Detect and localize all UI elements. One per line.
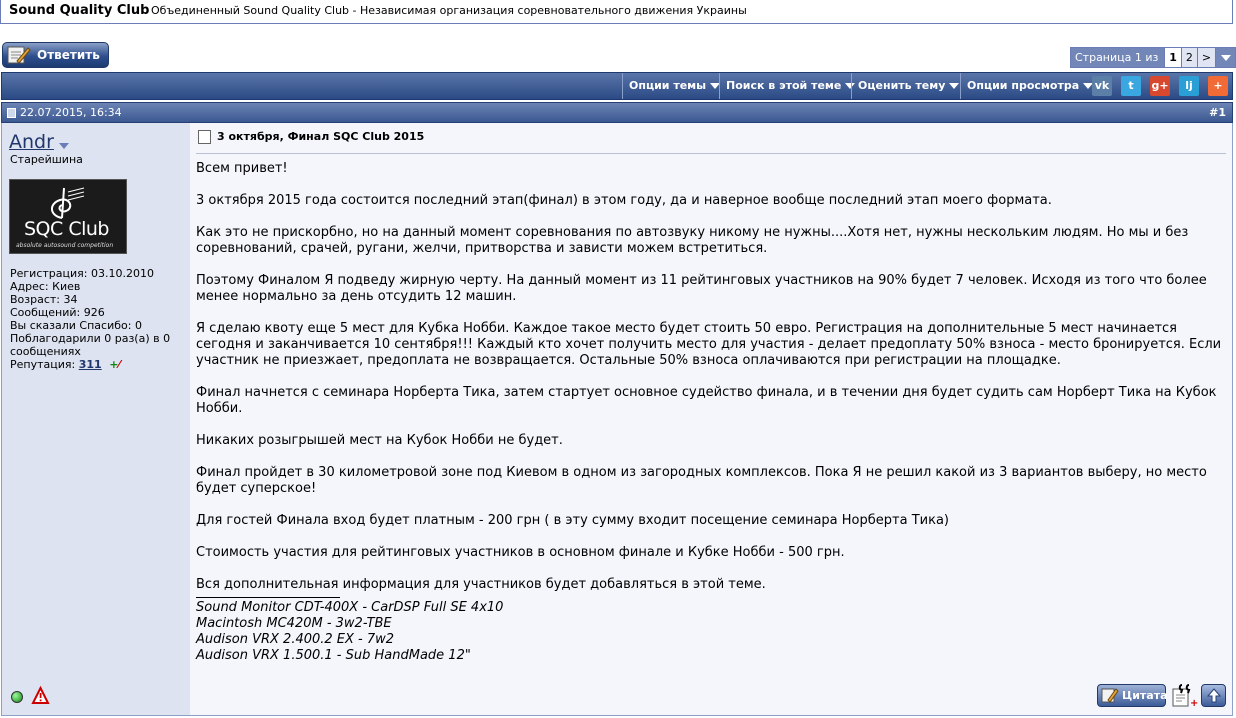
online-status-icon bbox=[11, 691, 23, 703]
post-date: 22.07.2015, 16:34 bbox=[20, 106, 122, 119]
site-header bbox=[0, 0, 1233, 24]
chevron-down-icon bbox=[1221, 55, 1231, 61]
post-header bbox=[1, 102, 1233, 123]
author-reputation bbox=[10, 358, 188, 371]
post-paragraph: Я сделаю квоту еще 5 мест для Кубка Нобби. Каждое такое место будет стоить 50 евро. Регистрация на дополнительные 5 мест начинается сегодня и заканчивается 10 сентября!!! Каждый кто хочет получить место для участия - делает предоплату 50% взноса - место бронируется. Если участник не приезжает, предоплата не возвращается. Остальные 50% взноса оплачиваются при регистрации на площадке. bbox=[196, 321, 1222, 368]
post-paragraph: Для гостей Финала вход будет платным - 200 грн ( в эту сумму входит посещение семинара Норберта Тика) bbox=[196, 513, 949, 528]
quote-button-label: Цитата bbox=[1122, 689, 1168, 702]
avatar-brand-text: SQC Club bbox=[24, 218, 109, 240]
signature-line: Audison VRX 2.400.2 EX - 7w2 bbox=[196, 632, 395, 647]
quote-button[interactable] bbox=[1097, 684, 1166, 707]
reputation-value-link[interactable]: 311 bbox=[78, 358, 102, 371]
post-paragraph: Финал начнется с семинара Норберта Тика, затем стартует основное судейство финала, и в течении дня будет судить сам Норберт Тика на Кубок Нобби. bbox=[196, 385, 1217, 416]
quote-pen-icon bbox=[1101, 687, 1119, 704]
author-location: Адрес: Киев bbox=[10, 280, 81, 293]
vk-share-icon[interactable]: vk bbox=[1092, 76, 1112, 96]
report-post-icon[interactable] bbox=[32, 687, 49, 704]
post-author-panel bbox=[1, 123, 190, 716]
site-description: Объединенный Sound Quality Club - Независимая организация соревновательного движения Украины bbox=[151, 4, 747, 17]
pagination-menu-button[interactable] bbox=[1215, 48, 1235, 67]
signature bbox=[196, 600, 1226, 664]
post-number-link[interactable]: #1 bbox=[1209, 106, 1226, 119]
pen-icon bbox=[7, 45, 31, 65]
signature-line: Sound Monitor CDT-400X - CarDSP Full SE 4x10 bbox=[196, 600, 504, 615]
post-status-icon bbox=[7, 108, 16, 118]
author-post-count: Сообщений: 926 bbox=[10, 306, 105, 319]
chevron-down-icon bbox=[949, 83, 959, 89]
author-registration: Регистрация: 03.10.2010 bbox=[10, 267, 154, 280]
signature-line: Macintosh MC420M - 3w2-TBE bbox=[196, 616, 392, 631]
thread-options-menu[interactable] bbox=[622, 73, 726, 99]
post-paragraph: Вся дополнительная информация для участников будет добавляться в этой теме. bbox=[196, 577, 766, 592]
more-share-icon[interactable]: + bbox=[1208, 76, 1228, 96]
pagination bbox=[1070, 47, 1236, 68]
author-stats bbox=[10, 267, 188, 371]
pagination-label: Страница 1 из bbox=[1071, 48, 1164, 67]
post-paragraph: Как это не прискорбно, но на данный момент соревнования по автозвуку никому не нужны....Хотя нет, нужны нескольким людям. Но мы и без соревнований, срачей, ругани, желчи, притворства и зависти можем встретиться. bbox=[196, 225, 1189, 256]
post-paragraph: Стоимость участия для рейтинговых участников в основном финале и Кубке Нобби - 500 грн. bbox=[196, 545, 845, 560]
add-reputation-icon[interactable]: +⁄ bbox=[109, 358, 121, 371]
avatar-tagline: absolute autosound competition bbox=[16, 242, 114, 249]
display-options-label: Опции просмотра bbox=[967, 79, 1080, 92]
author-thanks-given: Вы сказали Спасибо: 0 bbox=[10, 319, 142, 332]
scroll-to-top-button[interactable] bbox=[1201, 684, 1226, 707]
google-plus-share-icon[interactable]: g+ bbox=[1150, 76, 1170, 96]
signature-divider bbox=[196, 597, 340, 598]
livejournal-share-icon[interactable]: lj bbox=[1179, 76, 1199, 96]
reply-button[interactable] bbox=[2, 42, 109, 68]
search-thread-label: Поиск в этой теме bbox=[726, 79, 842, 92]
post-paragraph: 3 октября 2015 года состоится последний этап(финал) в этом году, да и наверное вообще последний этап моего формата. bbox=[196, 193, 1052, 208]
document-icon bbox=[198, 130, 211, 144]
multi-quote-icon[interactable] bbox=[1170, 683, 1197, 708]
chevron-down-icon[interactable] bbox=[59, 143, 69, 149]
thread-toolbar bbox=[1, 72, 1233, 100]
post-content bbox=[190, 123, 1233, 716]
author-rank: Старейшина bbox=[10, 153, 83, 166]
rate-thread-label: Оценить тему bbox=[858, 79, 946, 92]
clef-logo-icon bbox=[40, 186, 86, 220]
post-title-text: 3 октября, Финал SQC Club 2015 bbox=[217, 130, 425, 143]
display-options-menu[interactable] bbox=[960, 73, 1099, 99]
arrow-up-icon bbox=[1207, 688, 1221, 703]
post-body bbox=[196, 161, 1226, 664]
reputation-label: Репутация: bbox=[10, 358, 76, 371]
thread-options-label: Опции темы bbox=[629, 79, 707, 92]
rate-thread-menu[interactable] bbox=[851, 73, 965, 99]
post-title bbox=[198, 130, 424, 144]
author-thanks-received: Поблагодарили 0 раз(а) в 0 сообщениях bbox=[10, 332, 171, 358]
svg-text:+: + bbox=[1190, 698, 1199, 709]
avatar[interactable] bbox=[9, 179, 127, 254]
post-paragraph: Финал пройдет в 30 километровой зоне под Киевом в одном из загородных комплексов. Пока Я не решил какой из 3 вариантов выберу, но место будет суперское! bbox=[196, 465, 1207, 496]
author-name-link[interactable]: Andr bbox=[9, 131, 54, 153]
page-2-link[interactable]: 2 bbox=[1181, 48, 1197, 67]
author-age: Возраст: 34 bbox=[10, 293, 78, 306]
next-page-link[interactable]: > bbox=[1197, 48, 1215, 67]
site-title[interactable]: Sound Quality Club bbox=[9, 3, 150, 18]
reply-button-label: Ответить bbox=[37, 48, 100, 62]
post-paragraph: Никаких розыгрышей мест на Кубок Нобби не будет. bbox=[196, 433, 563, 448]
post-paragraph: Поэтому Финалом Я подведу жирную черту. На данный момент из 11 рейтинговых участников на 90% будет 7 человек. Исходя из того что более менее нормально за день отсудить 12 машин. bbox=[196, 273, 1207, 304]
twitter-share-icon[interactable]: t bbox=[1121, 76, 1141, 96]
page-1-link[interactable]: 1 bbox=[1164, 48, 1181, 67]
signature-line: Audison VRX 1.500.1 - Sub HandMade 12" bbox=[196, 648, 471, 663]
search-thread-menu[interactable] bbox=[719, 73, 861, 99]
post-paragraph: Всем привет! bbox=[196, 161, 288, 176]
title-divider bbox=[196, 153, 1226, 154]
